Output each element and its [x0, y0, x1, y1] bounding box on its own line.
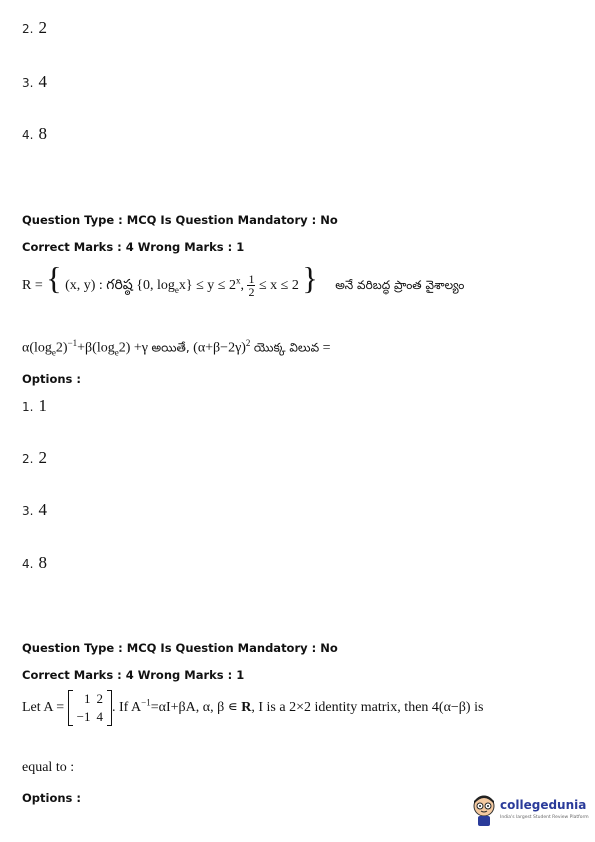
option-2 — [22, 448, 47, 468]
question-type-line: Question Type : MCQ Is Question Mandatory : No — [22, 641, 338, 655]
option-number: 4. — [22, 128, 34, 142]
option-3 — [22, 500, 47, 520]
options-label: Options : — [22, 372, 81, 386]
matrix-cell: −1 — [76, 709, 91, 724]
option-number: 2. — [22, 22, 34, 36]
set-inner: (x, y) : గరిష్ఠ {0, log — [65, 278, 175, 293]
marks-line: Correct Marks : 4 Wrong Marks : 1 — [22, 240, 245, 254]
q2-text: , I is a 2×2 identity matrix, then 4(α−β) is — [251, 700, 484, 716]
marks-line: Correct Marks : 4 Wrong Marks : 1 — [22, 668, 245, 682]
telugu-text: యొక్క విలువ — [253, 340, 320, 355]
expr-part: (α+β−2γ) — [193, 340, 246, 356]
set-inner-2: x} ≤ y ≤ 2 — [178, 278, 236, 293]
question-1-set-line: R = { (x, y) : గరిష్ఠ {0, $\log_ex\} \le y \le 2^x$, $\frac{1}{2}$ ≤ x ≤ 2 } అనే వరిబద్ధ ప్రాంత వైశాల్యం — [22, 260, 465, 300]
expr-sub: e — [51, 347, 56, 358]
option-number: 4. — [22, 557, 34, 571]
question-1-expression-line — [22, 338, 331, 358]
option-value: 8 — [38, 553, 48, 572]
expr-part: 2) — [55, 340, 68, 356]
frac-numerator: 1 — [248, 271, 255, 286]
matrix-cell: 1 — [83, 691, 91, 706]
let-a: Let A = — [22, 700, 65, 716]
collegedunia-logo — [470, 792, 590, 832]
question-2-line-2: equal to : — [22, 760, 75, 775]
mascot-icon — [470, 794, 498, 828]
telugu-text: అనే వరిబద్ధ ప్రాంత వైశాల్యం — [335, 278, 465, 292]
power-x: x — [235, 275, 241, 286]
set-tail: ≤ x ≤ 2 — [258, 278, 299, 293]
logo-name: collegedunia — [500, 798, 587, 812]
expr-part: α(log — [22, 340, 52, 356]
expr-sup: 2 — [245, 338, 251, 348]
option-2 — [22, 18, 47, 38]
q2-text: =αI+βA, α, β ∊ — [150, 700, 242, 716]
option-number: 3. — [22, 504, 34, 518]
option-3 — [22, 72, 47, 92]
option-value: 2 — [38, 18, 48, 37]
option-value: 8 — [38, 124, 48, 143]
expr-part: +β(log — [77, 340, 115, 356]
question-2-line — [22, 690, 483, 726]
right-brace-icon: } — [302, 260, 318, 296]
logo-tagline: India's largest Student Review Platform — [500, 815, 589, 820]
options-label: Options : — [22, 791, 81, 805]
matrix-right-bracket — [107, 690, 112, 726]
option-number: 2. — [22, 452, 34, 466]
matrix-cell: 4 — [96, 709, 103, 724]
question-type-line: Question Type : MCQ Is Question Mandatory : No — [22, 213, 338, 227]
fraction-one-half — [247, 273, 255, 299]
option-value: 1 — [38, 396, 48, 415]
matrix-a — [68, 690, 112, 726]
option-4 — [22, 553, 47, 573]
log-base: e — [174, 284, 179, 295]
option-number: 1. — [22, 400, 34, 414]
telugu-text: అయితే, — [151, 340, 190, 355]
matrix-cell: 2 — [96, 691, 103, 706]
q2-text: . If A — [111, 700, 142, 716]
option-number: 3. — [22, 76, 34, 90]
expr-part: 2) +γ — [118, 340, 148, 356]
option-value: 4 — [38, 500, 48, 519]
expr-sub: e — [114, 347, 119, 358]
q2-sup: −1 — [141, 697, 151, 708]
expr-equals: = — [322, 340, 331, 356]
option-value: 2 — [38, 448, 48, 467]
set-lhs: R = — [22, 278, 43, 293]
frac-denominator: 2 — [248, 285, 255, 300]
option-4 — [22, 124, 47, 144]
left-brace-icon: { — [46, 260, 62, 296]
option-1 — [22, 396, 47, 416]
q2-real-set: R — [241, 700, 252, 716]
expr-sup: −1 — [67, 338, 78, 348]
matrix-left-bracket — [68, 690, 73, 726]
option-value: 4 — [38, 72, 48, 91]
